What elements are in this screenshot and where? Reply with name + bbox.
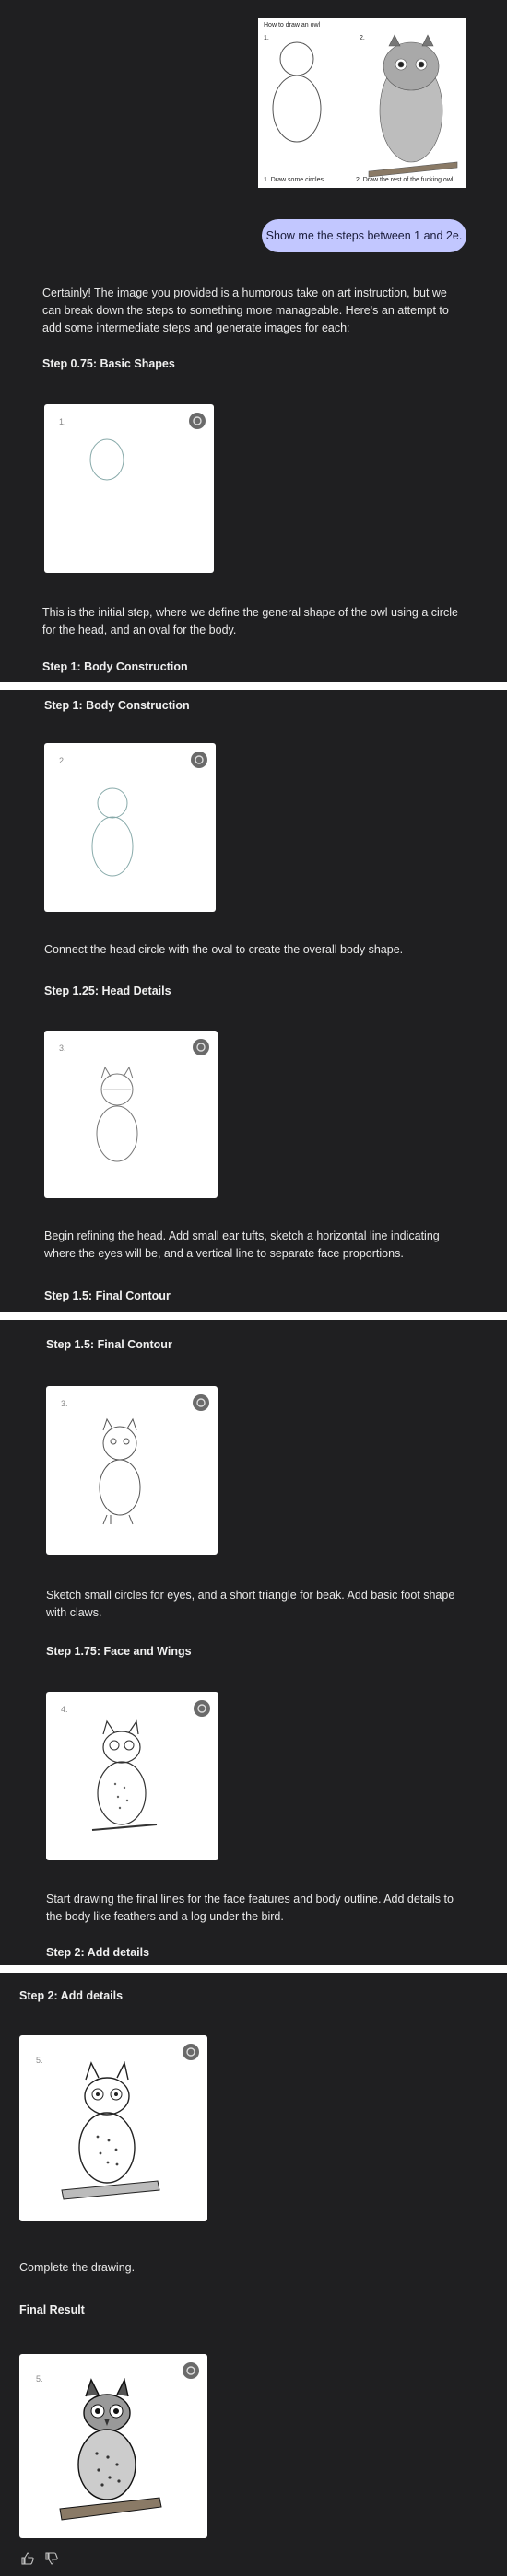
generated-image-card[interactable] (44, 1031, 218, 1198)
generated-image-card[interactable] (19, 2354, 207, 2538)
reference-caption-2: 2. Draw the rest of the fucking owl (356, 177, 454, 183)
sketch-final-contour (46, 1386, 218, 1555)
image-step-number: 3. (61, 1399, 68, 1408)
step-heading: Step 1.25: Head Details (44, 985, 171, 997)
image-step-number: 4. (61, 1705, 68, 1714)
reference-caption-1: 1. Draw some circles (264, 177, 324, 183)
sketch-add-details (19, 2035, 207, 2221)
image-step-number: 5. (36, 2056, 43, 2065)
image-step-number: 2. (59, 756, 66, 765)
generated-image-card[interactable] (46, 1692, 218, 1860)
step-heading: Step 1: Body Construction (42, 660, 188, 673)
step-heading: Step 1.5: Final Contour (46, 1338, 172, 1351)
step-description: This is the initial step, where we define the general shape of the owl using a circle for the head, and an oval for the body. (42, 606, 458, 636)
image-step-number: 3. (59, 1043, 66, 1053)
step-description: Connect the head circle with the oval to create the overall body shape. (44, 943, 404, 956)
generated-image-card[interactable] (44, 743, 216, 912)
reference-owl-image[interactable] (258, 18, 466, 188)
thumbs-down-icon[interactable] (44, 2551, 59, 2566)
thumbs-up-icon[interactable] (20, 2551, 35, 2566)
sketch-final-result (19, 2354, 207, 2538)
step-heading: Final Result (19, 2303, 85, 2316)
user-message-bubble: Show me the steps between 1 and 2e. (262, 219, 466, 252)
generated-image-card[interactable] (44, 404, 214, 573)
step-description: Complete the drawing. (19, 2261, 136, 2274)
step-heading: Step 1.5: Final Contour (44, 1289, 171, 1302)
sketch-body-construction (44, 743, 216, 912)
sketch-face-wings (46, 1692, 218, 1860)
chat-panel-4 (0, 1973, 507, 2576)
reference-title: How to draw an owl (264, 22, 321, 29)
chat-panel-1 (0, 0, 507, 682)
step-heading: Step 2: Add details (46, 1946, 150, 1959)
step-description: Sketch small circles for eyes, and a short triangle for beak. Add basic foot shape with claws. (46, 1589, 455, 1619)
step-heading: Step 1: Body Construction (44, 699, 190, 712)
image-step-number: 1. (59, 417, 66, 426)
step-heading: Step 2: Add details (19, 1989, 124, 2002)
step-description: Begin refining the head. Add small ear tufts, sketch a horizontal line indicating where the eyes will be, and a vertical line to separate face proportions. (44, 1230, 440, 1260)
reference-step1-num: 1. (264, 35, 269, 41)
generated-image-card[interactable] (46, 1386, 218, 1555)
sketch-head-details (44, 1031, 218, 1198)
step-heading: Step 0.75: Basic Shapes (42, 357, 175, 370)
chat-panel-3 (0, 1320, 507, 1965)
step-description: Start drawing the final lines for the face features and body outline. Add details to the body like feathers and a log under the bird. (46, 1893, 454, 1923)
sketch-basic-shapes (44, 404, 214, 573)
circles-sketch (258, 18, 466, 188)
generated-image-card[interactable] (19, 2035, 207, 2221)
chat-panel-2 (0, 690, 507, 1312)
reference-step2-num: 2. (360, 35, 365, 41)
image-step-number: 5. (36, 2374, 43, 2384)
assistant-intro-text: Certainly! The image you provided is a humorous take on art instruction, but we can break down the steps to something more manageable. Here's an attempt to add some intermediate steps and generate images for each: (42, 286, 449, 334)
step-heading: Step 1.75: Face and Wings (46, 1645, 192, 1658)
